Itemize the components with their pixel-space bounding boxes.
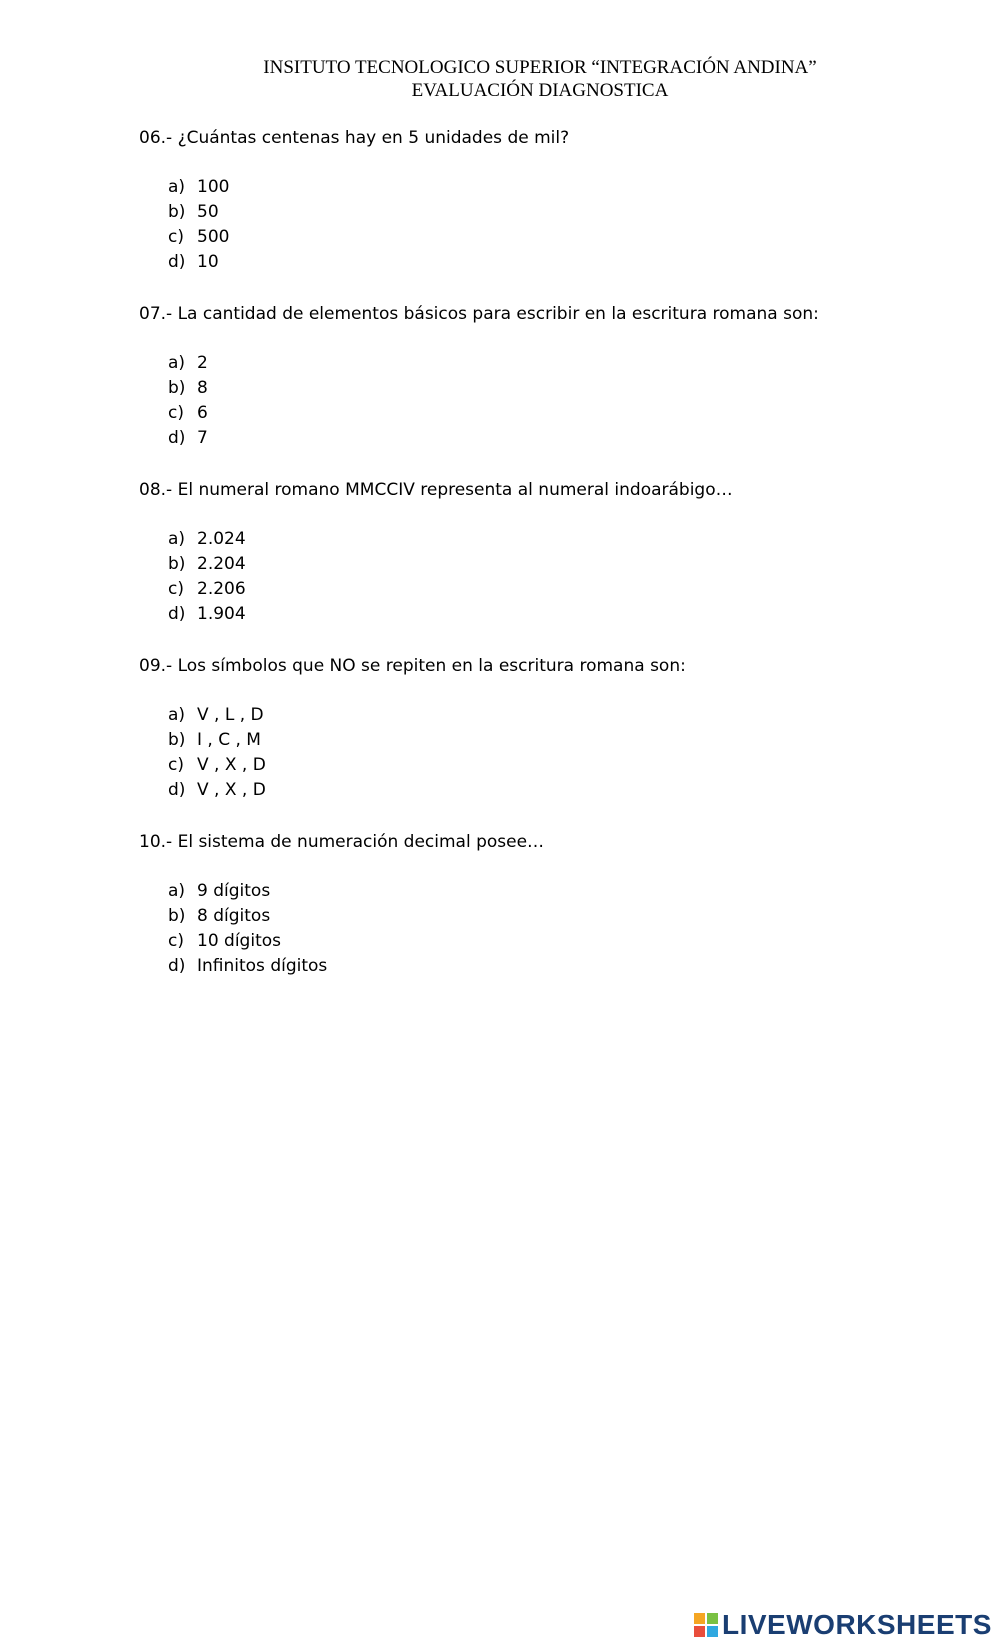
option-b[interactable] — [168, 552, 959, 577]
option-text: 1.904 — [197, 604, 246, 624]
question-text: 10.- El sistema de numeración decimal posee… — [139, 832, 545, 852]
evaluation-title: EVALUACIÓN DIAGNOSTICA — [411, 80, 669, 101]
option-letter: a) — [168, 177, 186, 197]
document-header — [160, 56, 920, 102]
question-07 — [139, 302, 959, 478]
option-b[interactable] — [168, 200, 959, 225]
option-letter: a) — [168, 881, 186, 901]
option-letter: b) — [168, 378, 186, 398]
option-text: V , L , D — [197, 705, 264, 725]
question-text: 07.- La cantidad de elementos básicos para escribir en la escritura romana son: — [139, 304, 819, 324]
option-d[interactable] — [168, 954, 959, 979]
option-letter: c) — [168, 227, 184, 247]
option-a[interactable] — [168, 527, 959, 552]
option-letter: b) — [168, 202, 186, 222]
option-c[interactable] — [168, 225, 959, 250]
option-list — [139, 703, 959, 803]
option-a[interactable] — [168, 175, 959, 200]
option-d[interactable] — [168, 426, 959, 451]
option-text: V , X , D — [197, 780, 266, 800]
option-b[interactable] — [168, 376, 959, 401]
logo-square-3 — [694, 1626, 705, 1637]
option-text: 8 dígitos — [197, 906, 271, 926]
option-letter: a) — [168, 529, 186, 549]
logo-square-2 — [707, 1613, 718, 1624]
option-letter: a) — [168, 353, 186, 373]
option-text: 2 — [197, 353, 208, 373]
option-letter: c) — [168, 755, 184, 775]
question-09 — [139, 654, 959, 830]
option-letter: a) — [168, 705, 186, 725]
institution-title: INSITUTO TECNOLOGICO SUPERIOR “INTEGRACIÓN ANDINA” — [263, 57, 817, 78]
option-c[interactable] — [168, 753, 959, 778]
question-text: 06.- ¿Cuántas centenas hay en 5 unidades de mil? — [139, 128, 570, 148]
option-text: 6 — [197, 403, 208, 423]
option-a[interactable] — [168, 351, 959, 376]
option-text: 2.204 — [197, 554, 246, 574]
logo-square-4 — [707, 1626, 718, 1637]
option-c[interactable] — [168, 929, 959, 954]
option-letter: c) — [168, 579, 184, 599]
option-text: 100 — [197, 177, 230, 197]
option-letter: d) — [168, 604, 186, 624]
question-text: 09.- Los símbolos que NO se repiten en la escritura romana son: — [139, 656, 686, 676]
option-text: Infinitos dígitos — [197, 956, 328, 976]
option-letter: d) — [168, 428, 186, 448]
option-letter: c) — [168, 931, 184, 951]
option-letter: b) — [168, 554, 186, 574]
question-06 — [139, 126, 959, 302]
option-list — [139, 351, 959, 451]
option-text: 10 dígitos — [197, 931, 281, 951]
option-d[interactable] — [168, 778, 959, 803]
option-text: I , C , M — [197, 730, 261, 750]
option-a[interactable] — [168, 879, 959, 904]
option-text: 8 — [197, 378, 208, 398]
question-list — [139, 126, 959, 1006]
option-text: 500 — [197, 227, 230, 247]
option-b[interactable] — [168, 728, 959, 753]
option-letter: b) — [168, 730, 186, 750]
logo-square-1 — [694, 1613, 705, 1624]
option-a[interactable] — [168, 703, 959, 728]
option-b[interactable] — [168, 904, 959, 929]
option-letter: d) — [168, 780, 186, 800]
option-d[interactable] — [168, 602, 959, 627]
option-list — [139, 527, 959, 627]
option-letter: c) — [168, 403, 184, 423]
liveworksheets-logo — [694, 1610, 992, 1640]
liveworksheets-wordmark: LIVEWORKSHEETS — [722, 1609, 992, 1640]
option-d[interactable] — [168, 250, 959, 275]
question-10 — [139, 830, 959, 1006]
option-c[interactable] — [168, 577, 959, 602]
option-text: 9 dígitos — [197, 881, 271, 901]
option-text: 2.206 — [197, 579, 246, 599]
question-08 — [139, 478, 959, 654]
option-text: 7 — [197, 428, 208, 448]
option-text: 10 — [197, 252, 219, 272]
option-list — [139, 879, 959, 979]
liveworksheets-logo-icon — [694, 1613, 718, 1637]
option-text: 50 — [197, 202, 219, 222]
option-letter: d) — [168, 956, 186, 976]
option-text: 2.024 — [197, 529, 246, 549]
option-letter: d) — [168, 252, 186, 272]
option-list — [139, 175, 959, 275]
option-letter: b) — [168, 906, 186, 926]
question-text: 08.- El numeral romano MMCCIV representa al numeral indoarábigo… — [139, 480, 733, 500]
option-text: V , X , D — [197, 755, 266, 775]
option-c[interactable] — [168, 401, 959, 426]
